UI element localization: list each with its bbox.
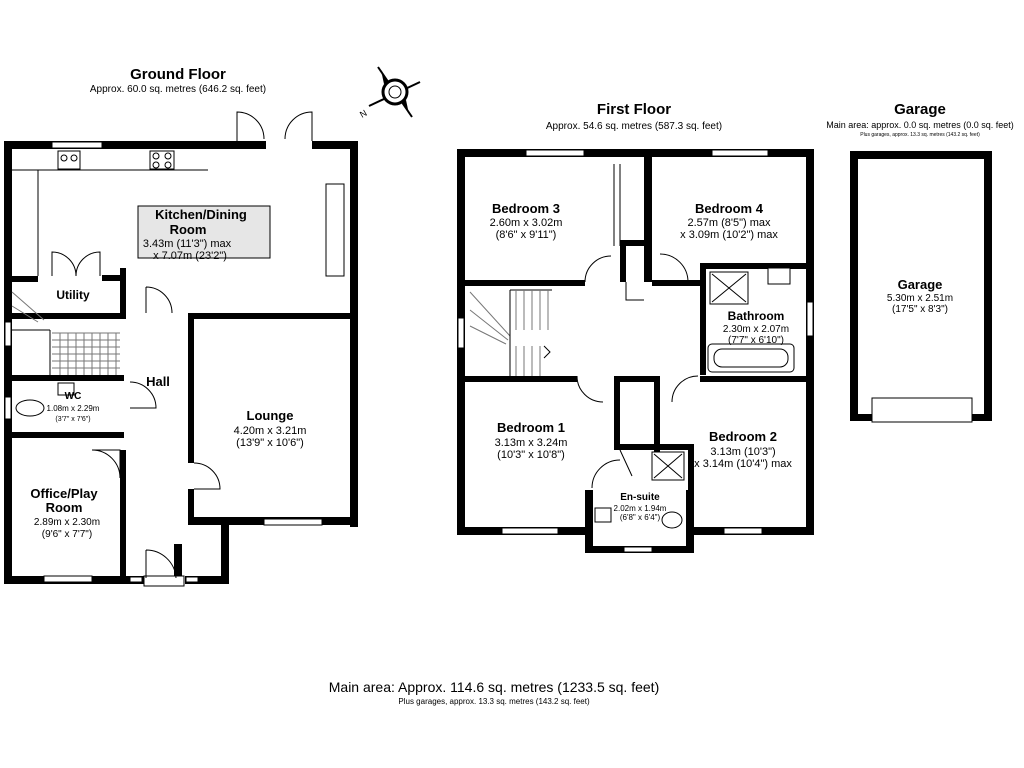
bedroom4-name: Bedroom 4 <box>695 201 763 216</box>
first-floor-title: First Floor <box>596 101 672 118</box>
garage-title: Garage <box>894 101 946 118</box>
ground-floor-area: Approx. 60.0 sq. metres (646.2 sq. feet) <box>89 84 267 95</box>
garage-area: Main area: approx. 0.0 sq. metres (0.0 sq. feet) <box>826 120 1014 130</box>
kitchen-name-2: Room <box>169 222 207 237</box>
wc-dim-2: (3'7" x 7'6") <box>55 416 91 423</box>
office-dim-1: 2.89m x 2.30m <box>33 517 101 528</box>
bedroom1-dim-2: (10'3" x 10'8") <box>497 449 565 461</box>
garage-room-dim-2: (17'5" x 8'3") <box>892 304 948 315</box>
lounge-dim-2: (13'9" x 10'6") <box>236 437 304 449</box>
compass-north-label: N <box>358 107 369 120</box>
bedroom1-name: Bedroom 1 <box>497 420 565 435</box>
office-name-2: Room <box>45 500 83 515</box>
bathroom-name: Bathroom <box>727 309 785 323</box>
kitchen-dim-2: x 7.07m (23'2") <box>153 250 227 262</box>
ensuite-dim-2: (6'8" x 6'4") <box>619 513 661 522</box>
bedroom4-dim-2: x 3.09m (10'2") max <box>680 229 778 241</box>
compass-icon <box>358 67 420 120</box>
office-name: Office/Play <box>30 486 98 501</box>
ensuite-name: En-suite <box>620 492 660 503</box>
kitchen-dim-1: 3.43m (11'3") max <box>142 238 232 250</box>
ensuite-dim-1: 2.02m x 1.94m <box>613 504 667 513</box>
office-dim-2: (9'6" x 7'7") <box>41 529 93 540</box>
bedroom2-dim-1: 3.13m (10'3") <box>710 446 776 458</box>
footer-main-area: Main area: Approx. 114.6 sq. metres (1233.5 sq. feet) <box>328 679 660 695</box>
bathroom-dim-1: 2.30m x 2.07m <box>722 324 790 335</box>
garage-area-note: Plus garages, approx. 13.3 sq. metres (143.2 sq. feet) <box>860 132 980 138</box>
wc-name: WC <box>64 391 82 402</box>
lounge-name: Lounge <box>246 408 294 423</box>
bedroom2-name: Bedroom 2 <box>709 429 777 444</box>
garage-room-dim-1: 5.30m x 2.51m <box>886 293 954 304</box>
footer-garage-note: Plus garages, approx. 13.3 sq. metres (143.2 sq. feet) <box>398 697 590 706</box>
ground-floor-title: Ground Floor <box>130 66 226 83</box>
bathroom-dim-2: (7'7" x 6'10") <box>728 335 784 346</box>
lounge-dim-1: 4.20m x 3.21m <box>233 425 307 437</box>
wc-dim-1: 1.08m x 2.29m <box>46 404 100 413</box>
first-floor-area: Approx. 54.6 sq. metres (587.3 sq. feet) <box>545 121 723 132</box>
bedroom3-dim-2: (8'6" x 9'11") <box>495 229 557 241</box>
bedroom3-name: Bedroom 3 <box>492 201 560 216</box>
bedroom3-dim-1: 2.60m x 3.02m <box>489 217 563 229</box>
kitchen-name: Kitchen/Dining <box>155 207 247 222</box>
hall-name: Hall <box>146 374 170 389</box>
bedroom1-dim-1: 3.13m x 3.24m <box>494 437 568 449</box>
utility-name: Utility <box>56 288 90 302</box>
garage-room-name: Garage <box>897 277 943 292</box>
bedroom4-dim-1: 2.57m (8'5") max <box>687 217 771 229</box>
bedroom2-dim-2: x 3.14m (10'4") max <box>694 458 792 470</box>
